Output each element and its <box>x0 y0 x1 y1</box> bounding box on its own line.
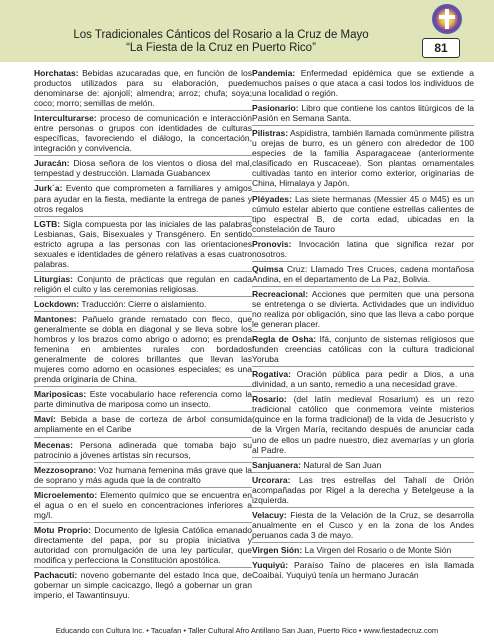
glossary-term: Mecenas: <box>34 439 73 450</box>
glossary-term: Urcorara: <box>252 474 291 485</box>
glossary-term: Microelemento: <box>34 489 98 500</box>
glossary-left-column <box>34 68 252 604</box>
glossary-term: Sanjuanera: <box>252 459 301 470</box>
glossary-definition: noveno gobernante del estado Inca que, de gobernar un simple cacicazgo, llegó a gobernar un gran imperio, el Tawantinsuyu. <box>34 570 253 601</box>
glossary-entry <box>34 525 252 568</box>
glossary-term: Juracán: <box>34 158 70 169</box>
glossary-term: Pléyades: <box>252 193 292 204</box>
header-title-line2: “La Fiesta de la Cruz en Puerto Rico” <box>126 42 316 54</box>
glossary-term: Virgen Sión: <box>252 544 303 555</box>
glossary-term: Maví: <box>34 414 56 425</box>
glossary-term: Jurk´a: <box>34 183 63 194</box>
glossary-definition: Ifá, conjunto de sistemas religiosos que funden creencias católicas con la cultura tradicional Yoruba <box>252 334 474 365</box>
glossary-definition: Traducción: Cierre o aislamiento. <box>81 298 207 309</box>
glossary-definition: Enfermedad epidémica que se extiende a muchos países o que ataca a casi todos los individuos de una localidad o región. <box>252 68 474 99</box>
glossary-term: Velacuy: <box>252 509 287 520</box>
glossary-term: Lockdown: <box>34 298 80 309</box>
glossary-definition: Documento de Iglesia Católica emanado directamente del papa, por su propia iniciativa y autoridad con promulgación de una ley particular, que modifica y perfecciona la Constitución apostólica. <box>34 524 253 565</box>
glossary-term: Pasionario: <box>252 103 299 114</box>
glossary-term: Quimsa <box>252 263 284 274</box>
glossary-entry <box>252 334 474 367</box>
glossary-entry <box>252 264 474 287</box>
glossary-term: Mezzosoprano: <box>34 464 97 475</box>
glossary-definition: Las siete hermanas (Messier 45 o M45) es un cúmulo estelar abierto que contiene estrellas calientes de tipo espectral B, de corta edad, ubicadas en la constelación de Tauro <box>252 193 475 234</box>
glossary-entry <box>252 560 474 582</box>
glossary-term: Pronovis: <box>252 238 292 249</box>
glossary-term: LGTB: <box>34 218 61 229</box>
glossary-term: Mantones: <box>34 313 77 324</box>
glossary-entry <box>252 475 474 508</box>
glossary-entry <box>252 239 474 262</box>
glossary-term: Mariposicas: <box>34 389 87 400</box>
glossary-definition: Fiesta de la Velación de la Cruz, se desarrolla anualmente en el Cusco y en la zona de los Andes peruanos cada 3 de mayo. <box>252 509 474 540</box>
page-header <box>0 0 494 62</box>
page-footer: Educando con Cultura Inc. • Tacuafan • Taller Cultural Afro Antillano San Juan, Puerto Rico • www.fiestadecruz.com <box>55 626 439 635</box>
page-number: 81 <box>422 38 460 58</box>
glossary-definition: Elemento químico que se encuentra en el agua o en el suelo en concentraciones inferiores a mg/l. <box>34 489 252 520</box>
glossary-definition: Voz humana femenina más grave que la de soprano y más aguda que la de contralto <box>34 464 252 485</box>
glossary-term: Interculturarse: <box>34 113 97 124</box>
glossary-term: Rosario: <box>252 394 287 405</box>
glossary-term: Pilistras: <box>252 128 289 139</box>
cross-logo-icon <box>432 4 462 34</box>
glossary-definition: Bebidas azucaradas que, en función de los productos utilizados para su elaboración, puede denominarse de: ajonjolí; almendra; arroz; chufa; soya; coco; morro; semillas de melón. <box>34 68 252 109</box>
glossary-definition: Natural de San Juan <box>303 459 382 470</box>
glossary-definition: Las tres estrellas del Tahalí de Orión acompañadas por Rigel a la derecha y Betelgeuse a la izquierda. <box>252 474 475 505</box>
glossary-definition: Conjunto de prácticas que regulan en cada religión el culto y las ceremonias religiosas. <box>34 273 253 294</box>
glossary-entry <box>34 183 252 216</box>
glossary-definition: Pañuelo grande rematado con fleco, que generalmente se dobla en diagonal y se lleva sobre los hombros y los brazos como abrigo o adorno; es prenda femenina en ambientes rurales con bordados generalmente de colores brillantes que llevan las mujeres como adorno en ocasiones especiales; es una prenda originaria de China. <box>34 313 252 385</box>
glossary-entry <box>34 68 252 111</box>
glossary-entry <box>34 314 252 387</box>
glossary-term: Horchatas: <box>34 68 79 78</box>
glossary-entry <box>34 389 252 412</box>
glossary-definition: Cruz: Llamado Tres Cruces, cadena montañosa Andina, en el departamento de La Paz, Bolivia. <box>252 263 475 284</box>
glossary-entry <box>34 158 252 181</box>
glossary-entry <box>252 103 474 126</box>
glossary-entry <box>34 299 252 312</box>
glossary-term: Recreacional: <box>252 288 309 299</box>
glossary-definition: Invocación latina que significa rezar por nosotros. <box>252 238 474 259</box>
glossary-entry <box>252 128 474 191</box>
glossary-entry <box>252 289 474 332</box>
glossary-definition: Acciones que permiten que una persona se entretenga o se divierta. Actividades que un individuo no realiza por obligación, sino que las lleva a cabo porque le generan placer. <box>252 288 474 330</box>
glossary-entry <box>252 369 474 392</box>
glossary-entry <box>34 570 252 602</box>
glossary-term: Pandemia: <box>252 68 296 78</box>
glossary-entry <box>34 113 252 156</box>
glossary-term: Pachacuti: <box>34 570 78 581</box>
glossary-definition: Bebida a base de corteza de árbol consumida ampliamente en el Caribe <box>34 414 252 435</box>
glossary-entry <box>252 68 474 101</box>
glossary-entry <box>34 465 252 488</box>
glossary-definition: Aspidistra, también llamada comúnmente pilistra u orejas de burro, es un género con alrededor de 100 especies de la familia Asparagaceae (anteriormente clasificado en Ruscaceae). Son plantas ornamentales cultivadas tanto en interior como exterior, originarias de China, Himalaya y Japón. <box>252 128 475 189</box>
glossary-term: Rogativa: <box>252 369 291 380</box>
glossary-entry <box>252 394 474 457</box>
glossary-definition: Persona adinerada que tomaba bajo su patrocinio a jóvenes artistas sin recursos, <box>34 439 252 460</box>
glossary-definition: proceso de comunicación e interacción entre personas o grupos con identidades de culturas específicas, favoreciendo el diálogo, la concertación, integración y convivencia. <box>34 113 252 154</box>
glossary-entry <box>34 490 252 523</box>
glossary-definition: Diosa señora de los vientos o diosa del mal, tempestad y destrucción. Llamada Guabancex <box>34 158 253 179</box>
glossary-entry <box>34 219 252 272</box>
glossary-definition: Libro que contiene los cantos litúrgicos de la Pasión en Semana Santa. <box>252 103 474 124</box>
header-title-line1: Los Tradicionales Cánticos del Rosario a la Cruz de Mayo <box>73 29 369 41</box>
glossary-term: Regla de Osha: <box>252 334 317 345</box>
glossary-entry <box>34 274 252 297</box>
glossary-entry <box>252 460 474 473</box>
glossary-right-column <box>252 68 474 584</box>
glossary-definition: Este vocabulario hace referencia como la parte diminutiva de mariposa como un insecto. <box>34 389 253 410</box>
glossary-definition: Sigla compuesta por las iniciales de las palabras Lesbianas, Gais, Bisexuales y Transgénero. En sentido estricto agrupa a las personas con las orientaciones sexuales e identidades de género relativas a esas cuatro palabras. <box>34 218 253 269</box>
glossary-term: Yuquiyú: <box>252 559 289 570</box>
glossary-term: Motu Proprio: <box>34 524 91 535</box>
glossary-entry <box>252 194 474 237</box>
glossary-definition: Oración pública para pedir a Dios, a una divinidad, a un santo, remedio a una necesidad grave. <box>252 369 475 390</box>
glossary-entry <box>34 440 252 463</box>
glossary-entry <box>252 545 474 558</box>
glossary-definition: Paraíso Taíno de placeres en isla llamada Coaibaí. Yuquiyú tenía un hermano Juracán <box>252 559 475 581</box>
glossary-definition: Evento que comprometen a familiares y amigos para ayudar en la fiesta, mediante la entrega de panes y otros regalos <box>34 183 252 214</box>
glossary-definition: (del latín medieval Rosarium) es un rezo tradicional católico que conmemora veinte misterios (quince en la forma tradicional) de la vida de Jesucristo y de la Virgen María, recitando después de anunciar cada uno de ellos un padre nuestro, diez avemarías y un gloria al Padre. <box>252 394 475 455</box>
glossary-entry <box>34 414 252 437</box>
glossary-entry <box>252 510 474 543</box>
glossary-definition: La Virgen del Rosario o de Monte Sión <box>304 544 452 555</box>
glossary-term: Liturgias: <box>34 273 73 284</box>
